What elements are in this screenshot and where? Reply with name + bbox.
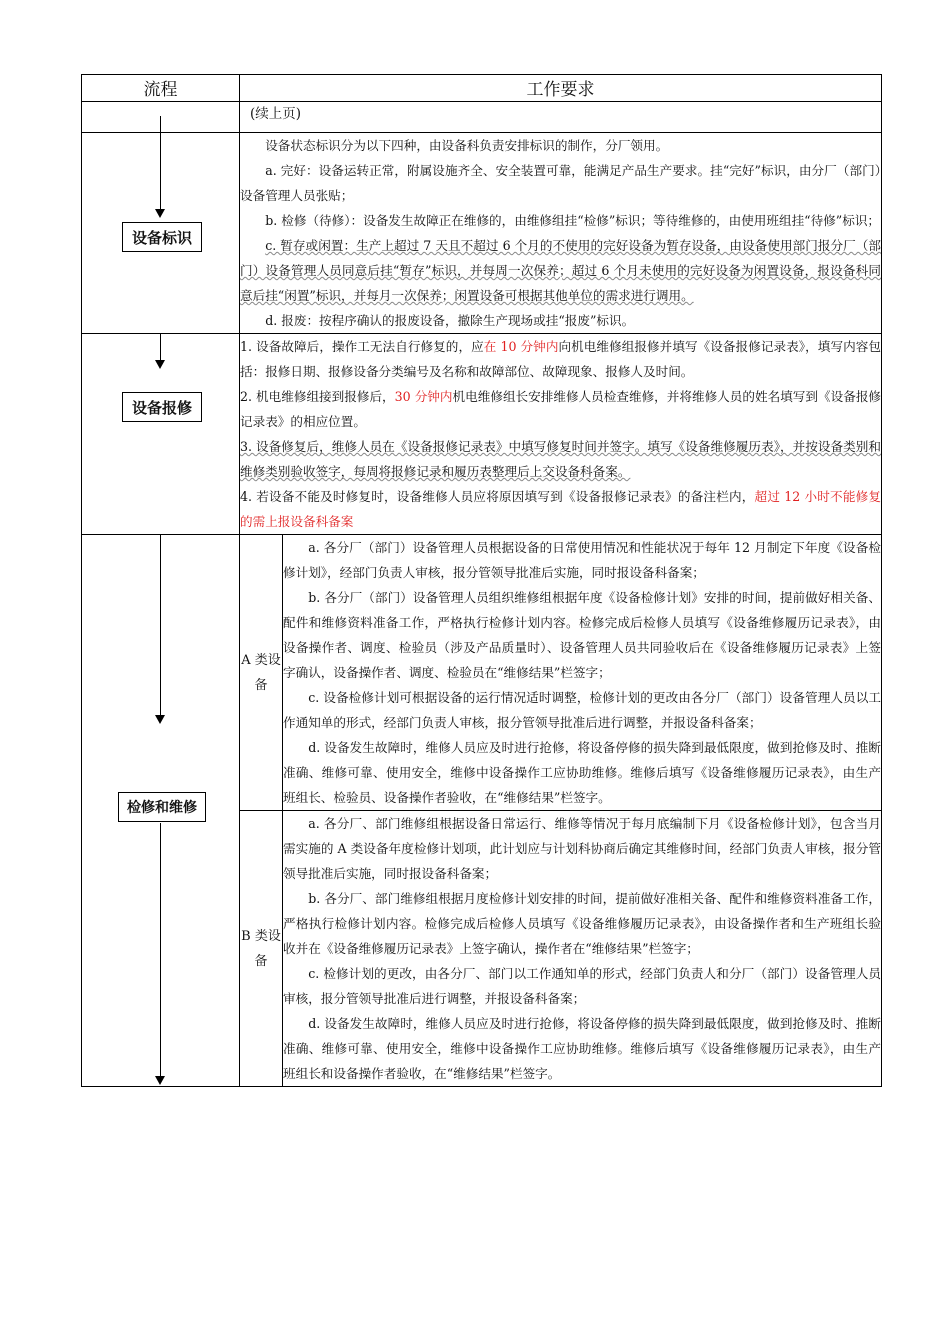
flow-cell-maintenance [82,535,240,1087]
marking-item-a: a. 完好：设备运转正常，附属设施齐全、安全装置可靠，能满足产品生产要求。挂“完好”标识，由分厂（部门）设备管理人员张贴； [240,163,881,203]
repair-step-4-text: 4. 若设备不能及时修复时，设备维修人员应将原因填写到《设备报修记录表》的备注栏内， [240,489,755,504]
repair-step-1-highlight: 在 10 分钟内 [483,339,559,354]
flow-box-maintenance: 检修和维修 [118,792,206,822]
section-repair-report [82,334,882,535]
arrow-down-icon [155,715,165,724]
class-a-item: c. 设备检修计划可根据设备的运行情况适时调整，检修计划的更改由各分厂（部门）设备管理人员以工作通知单的形式，经部门负责人审核，报分管领导批准后进行调整，并报设备科备案； [283,690,881,730]
class-b-items [283,811,882,1087]
class-b-item: b. 各分厂、部门维修组根据月度检修计划安排的时间，提前做好准相关备、配件和维修资料准备工作，严格执行检修计划内容。检修完成后检修人员填写《设备维修履历记录表》，由设备操作者和生产班组长验收并在《设备维修履历记录表》上签字确认，操作者在“维修结果”栏签字； [283,891,881,956]
repair-step-1-text: 1. 设备故障后，操作工无法自行修复的，应 [240,339,484,354]
marking-item-d: d. 报废：按程序确认的报废设备，撤除生产现场或挂“报废”标识。 [265,313,635,328]
repair-report-requirements [240,334,882,535]
repair-step-4-highlight: 超过 12 小时不能修复的需上报设备科备案 [240,489,881,529]
repair-step-1 [240,334,881,384]
marking-item-c: c. 暂存或闲置：生产上超过 7 天且不超过 6 个月的不使用的完好设备为暂存设备，由设备使用部门报分厂（部门）设备管理人员同意后挂“暂存”标识，并每周一次保养；超过 6 个月未使用的完好设备为闲置设备，报设备科同意后挂“闲置”标识，并每月一次保养；闲置设备可根据其他单位的需求进行调用。 [240,238,881,303]
class-a-items [283,535,882,811]
flow-line [160,823,161,1076]
repair-step-4 [240,484,881,534]
flow-box-repair-report: 设备报修 [122,392,202,422]
class-a-item: d. 设备发生故障时，维修人员应及时进行抢修，将设备停修的损失降到最低限度，做到抢修及时、推断准确、维修可靠、使用安全，维修中设备操作工应协助维修。维修后填写《设备维修履历记录表》，由生产班组长、检验员、设备操作者验收，在“维修结果”栏签字。 [283,740,881,805]
repair-step-2-text: 2. 机电维修组接到报修后， [240,389,395,404]
arrow-down-icon [155,360,165,369]
class-a-item: a. 各分厂（部门）设备管理人员根据设备的日常使用情况和性能状况于每年 12 月制定下年度《设备检修计划》，经部门负责人审核，报分管领导批准后实施，同时报设备科备案； [283,540,881,580]
maintenance-class-table [240,535,881,1086]
flow-line [160,116,161,133]
flow-line [160,334,161,360]
repair-step-2-highlight: 30 分钟内 [394,389,453,404]
continued-note: (续上页) [240,102,882,133]
repair-step-2 [240,384,881,434]
flow-cell-repair-report [82,334,240,535]
class-b-item: a. 各分厂、部门维修组根据设备日常运行、维修等情况于每月底编制下月《设备检修计划》，包含当月需实施的 A 类设备年度检修计划项，此计划应与计划科协商后确定其维修时间，经部门负责人审核，报分管领导批准后实施，同时报设备科备案； [283,816,881,881]
arrow-down-icon [155,209,165,218]
repair-step-1-text-cont: 向机电维修组报修并填写《设备报修记录表》，填写内容包括：报修日期、报修设备分类编号及名称和故障部位、故障现象、报修人及时间。 [240,339,881,379]
class-a-label: A 类设备 [240,535,283,811]
class-b-item: c. 检修计划的更改，由各分厂、部门以工作通知单的形式，经部门负责人和分厂（部门）设备管理人员审核，报分管领导批准后进行调整，并报设备科备案； [283,966,881,1006]
header-requirements: 工作要求 [240,75,882,102]
maintenance-requirements [240,535,882,1087]
procedure-table [81,74,882,1087]
flow-line [160,133,161,209]
flow-line [160,535,161,715]
class-a-item: b. 各分厂（部门）设备管理人员组织维修组根据年度《设备检修计划》安排的时间，提前做好相关备、配件和维修资料准备工作，严格执行检修计划内容。检修完成后检修人员填写《设备维修履历记录表》，由设备操作者、调度、检验员（涉及产品质量时）、设备管理人员共同验收后在《设备维修履历记录表》上签字确认，设备操作者、调度、检验员在“维修结果”栏签字； [283,590,881,680]
section-maintenance [82,535,882,1087]
marking-requirements [240,133,882,334]
section-marking [82,133,882,334]
header-flow: 流程 [82,75,240,102]
marking-item-b: b. 检修（待修）：设备发生故障正在维修的，由维修组挂“检修”标识；等待维修的，由使用班组挂“待修”标识； [265,213,881,228]
flow-box-marking: 设备标识 [122,222,202,252]
class-b-label: B 类设备 [240,811,283,1087]
flow-cell-continued [82,102,240,133]
class-a-row [240,535,881,811]
header-row [82,75,882,102]
class-b-row [240,811,881,1087]
arrow-down-icon [155,1076,165,1085]
flow-cell-marking [82,133,240,334]
class-b-item: d. 设备发生故障时，维修人员应及时进行抢修，将设备停修的损失降到最低限度，做到抢修及时、推断准确、维修可靠、使用安全，维修中设备操作工应协助维修。维修后填写《设备维修履历记录表》，由生产班组长和设备操作者验收，在“维修结果”栏签字。 [283,1016,881,1081]
repair-step-3: 3. 设备修复后，维修人员在《设备报修记录表》中填写修复时间并签字。填写《设备维修履历表》，并按设备类别和维修类别验收签字，每周将报修记录和履历表整理后上交设备科备案。 [240,439,881,479]
continued-row [82,102,882,133]
marking-intro: 设备状态标识分为以下四种，由设备科负责安排标识的制作，分厂领用。 [265,138,669,153]
repair-step-2-text-cont: 机电维修组长安排维修人员检查维修，并将维修人员的姓名填写到《设备报修记录表》的相应位置。 [240,389,882,429]
